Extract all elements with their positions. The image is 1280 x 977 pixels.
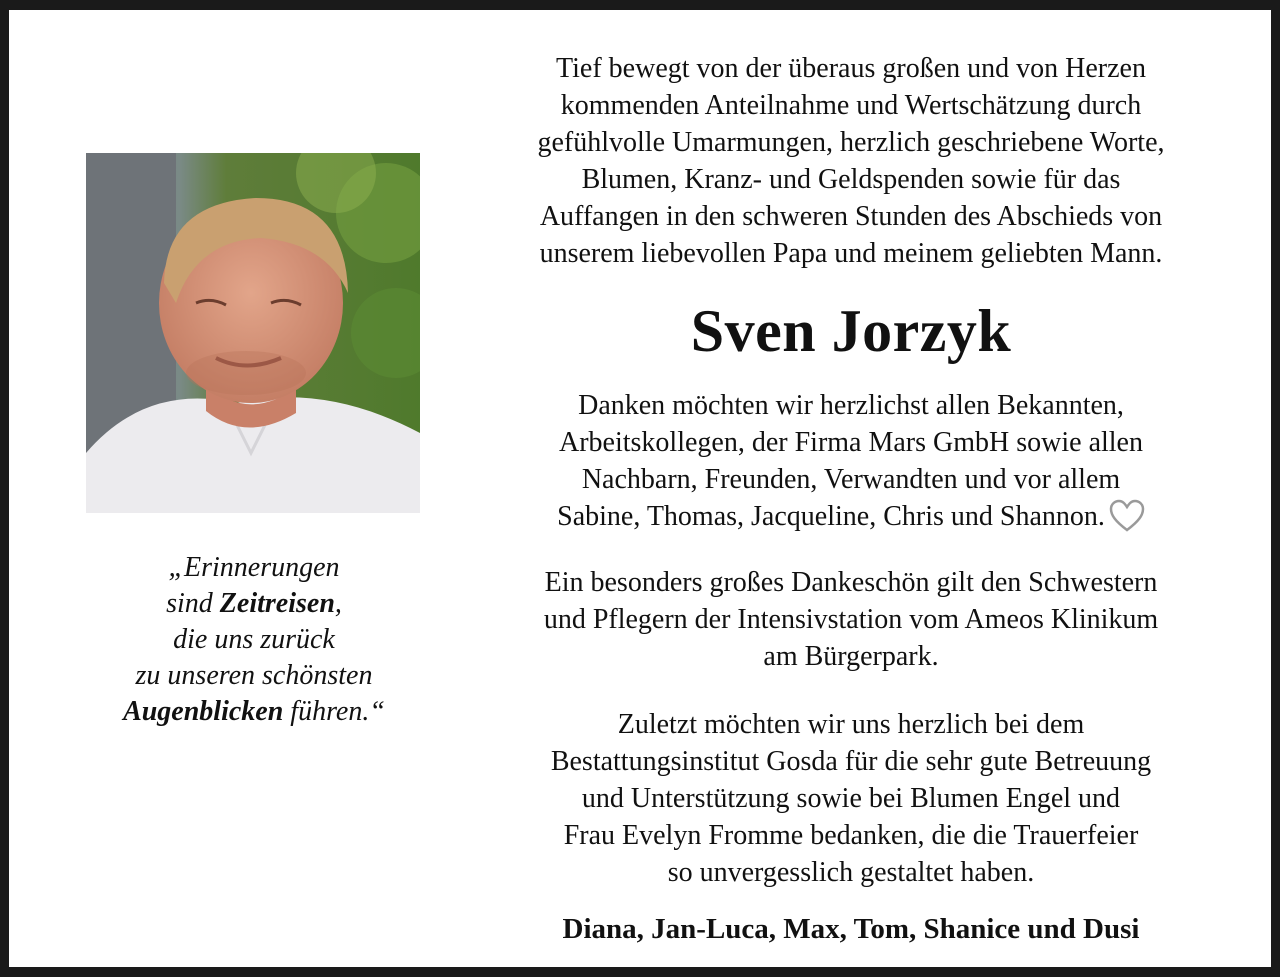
quote-emphasis-augenblicken: Augenblicken — [123, 696, 284, 727]
intro-line: kommenden Anteilnahme und Wertschätzung durch — [560, 90, 1142, 121]
intro-line: Tief bewegt von der überaus großen und von Herzen — [556, 53, 1146, 84]
final-line: so unvergesslich gestaltet haben. — [667, 857, 1035, 888]
quote-line-5-end: führen.“ — [283, 696, 385, 727]
clinic-paragraph — [471, 564, 1231, 675]
heart-outline-icon — [1109, 499, 1145, 533]
thanks-line: Nachbarn, Freunden, Verwandten und vor allem — [581, 464, 1121, 495]
portrait-photo — [86, 153, 420, 513]
quote-emphasis-zeitreisen: Zeitreisen — [219, 588, 335, 619]
memorial-quote — [69, 550, 439, 730]
intro-line: unserem liebevollen Papa und meinem geliebten Mann. — [539, 238, 1163, 269]
intro-line: Auffangen in den schweren Stunden des Abschieds von — [539, 201, 1163, 232]
thanks-paragraph — [471, 387, 1231, 535]
thanks-line-last — [471, 498, 1231, 535]
deceased-name: Sven Jorzyk — [690, 298, 1012, 364]
quote-line-2 — [69, 586, 439, 622]
portrait-illustration — [86, 153, 420, 513]
final-line: und Unterstützung sowie bei Blumen Engel und — [581, 783, 1121, 814]
intro-line: Blumen, Kranz- und Geldspenden sowie für das — [581, 164, 1121, 195]
thanks-line: Arbeitskollegen, der Firma Mars GmbH sowie allen — [559, 427, 1143, 458]
final-line: Frau Evelyn Fromme bedanken, die die Trauerfeier — [563, 820, 1139, 851]
clinic-line: Ein besonders großes Dankeschön gilt den Schwestern — [544, 567, 1158, 598]
quote-line-5 — [69, 694, 439, 730]
final-line: Zuletzt möchten wir uns herzlich bei dem — [617, 709, 1085, 740]
quote-line-2-start: sind — [166, 588, 220, 619]
quote-line-4: zu unseren schönsten — [135, 660, 373, 691]
intro-line: gefühlvolle Umarmungen, herzlich geschriebene Worte, — [537, 127, 1165, 158]
intro-paragraph — [471, 50, 1231, 272]
quote-line-3: die uns zurück — [173, 624, 335, 655]
quote-line-1: „Erinnerungen — [168, 552, 340, 583]
quote-line-2-end: , — [334, 588, 342, 619]
thanks-line-text: Sabine, Thomas, Jacqueline, Chris und Shannon. — [557, 501, 1105, 532]
final-line: Bestattungsinstitut Gosda für die sehr gute Betreuung — [550, 746, 1152, 777]
clinic-line: am Bürgerpark. — [763, 641, 939, 672]
family-signature: Diana, Jan-Luca, Max, Tom, Shanice und Dusi — [562, 913, 1140, 945]
clinic-line: und Pflegern der Intensivstation vom Ameos Klinikum — [543, 604, 1159, 635]
final-paragraph — [471, 706, 1231, 891]
thanks-line: Danken möchten wir herzlichst allen Bekannten, — [578, 390, 1124, 421]
